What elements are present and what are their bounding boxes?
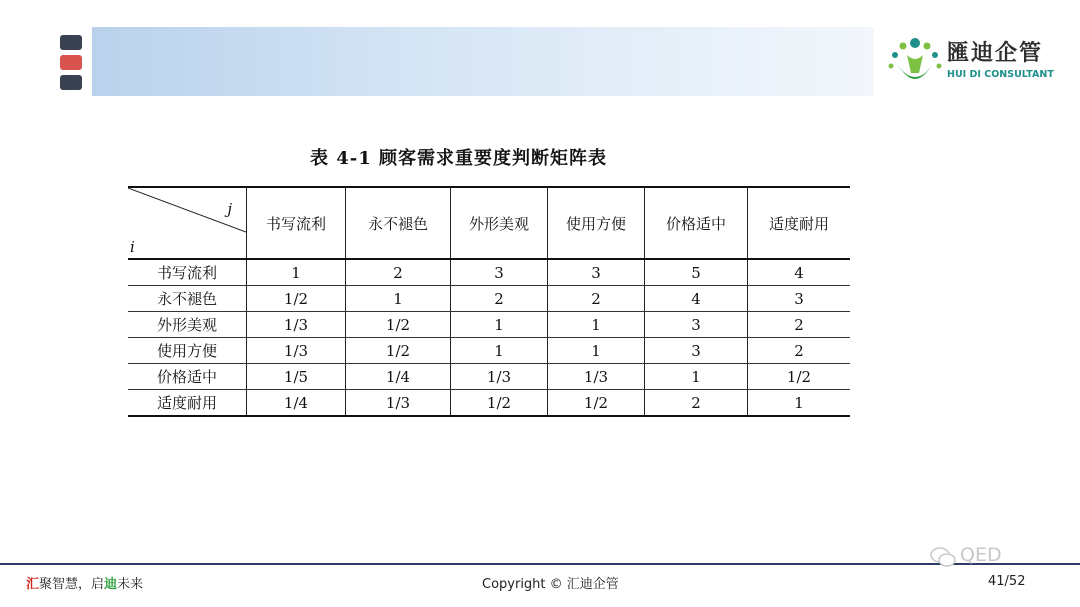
table-cell: 2 bbox=[548, 286, 645, 312]
table-cell: 3 bbox=[451, 259, 548, 286]
table-cell: 1 bbox=[451, 312, 548, 338]
judgment-matrix-table bbox=[128, 186, 850, 417]
table-row bbox=[128, 312, 850, 338]
column-header: 外形美观 bbox=[451, 187, 548, 259]
table-cell: 1/2 bbox=[451, 390, 548, 417]
table-cell: 1 bbox=[548, 338, 645, 364]
corner-label-i: i bbox=[130, 238, 135, 256]
table-cell: 3 bbox=[645, 338, 748, 364]
column-header: 使用方便 bbox=[548, 187, 645, 259]
table-cell: 1/2 bbox=[748, 364, 851, 390]
table-cell: 1/4 bbox=[247, 390, 346, 417]
table-cell: 1/3 bbox=[346, 390, 451, 417]
table-cell: 1/3 bbox=[247, 312, 346, 338]
header-banner bbox=[92, 27, 874, 96]
table-row bbox=[128, 286, 850, 312]
slogan-part-mid: 聚智慧，启 bbox=[39, 577, 105, 592]
table-cell: 1 bbox=[645, 364, 748, 390]
table-cell: 1 bbox=[346, 286, 451, 312]
table-title: 表 4-1 顾客需求重要度判断矩阵表 bbox=[310, 148, 608, 169]
row-label: 外形美观 bbox=[128, 312, 247, 338]
table-cell: 5 bbox=[645, 259, 748, 286]
column-header: 价格适中 bbox=[645, 187, 748, 259]
company-logo bbox=[885, 33, 1075, 89]
corner-label-j: j bbox=[227, 200, 232, 218]
table-cell: 1/3 bbox=[548, 364, 645, 390]
column-header: 书写流利 bbox=[247, 187, 346, 259]
table-cell: 1 bbox=[247, 259, 346, 286]
table-cell: 2 bbox=[346, 259, 451, 286]
table-cell: 4 bbox=[748, 259, 851, 286]
table-cell: 2 bbox=[748, 312, 851, 338]
table-row bbox=[128, 364, 850, 390]
column-header: 适度耐用 bbox=[748, 187, 851, 259]
table-cell: 3 bbox=[748, 286, 851, 312]
table-cell: 1/2 bbox=[346, 312, 451, 338]
logo-name-en: HUI DI CONSULTANT bbox=[947, 69, 1054, 80]
slogan-part-end: 未来 bbox=[117, 577, 144, 592]
watermark-text: QED bbox=[960, 544, 1002, 566]
row-label: 永不褪色 bbox=[128, 286, 247, 312]
table-cell: 1/3 bbox=[451, 364, 548, 390]
menu-square-top bbox=[60, 35, 82, 50]
table-cell: 1/2 bbox=[548, 390, 645, 417]
page-number: 41/52 bbox=[988, 574, 1026, 589]
footer-divider bbox=[0, 563, 1080, 565]
row-label: 价格适中 bbox=[128, 364, 247, 390]
chat-bubble-icon bbox=[930, 546, 956, 568]
row-label: 适度耐用 bbox=[128, 390, 247, 417]
footer-slogan bbox=[26, 573, 143, 592]
table-cell: 3 bbox=[548, 259, 645, 286]
table-cell: 1 bbox=[748, 390, 851, 417]
row-label: 使用方便 bbox=[128, 338, 247, 364]
menu-square-bottom bbox=[60, 75, 82, 90]
column-header: 永不褪色 bbox=[346, 187, 451, 259]
logo-name-cn: 匯迪企管 bbox=[947, 40, 1044, 66]
table-row bbox=[128, 338, 850, 364]
table-cell: 4 bbox=[645, 286, 748, 312]
table-cell: 2 bbox=[748, 338, 851, 364]
corner-cell bbox=[128, 187, 247, 259]
table-cell: 2 bbox=[451, 286, 548, 312]
table-cell: 1/2 bbox=[247, 286, 346, 312]
logo-mark-icon bbox=[885, 33, 945, 89]
table-cell: 3 bbox=[645, 312, 748, 338]
table-cell: 2 bbox=[645, 390, 748, 417]
table-cell: 1 bbox=[548, 312, 645, 338]
table-cell: 1/5 bbox=[247, 364, 346, 390]
menu-square-middle bbox=[60, 55, 82, 70]
table-cell: 1/2 bbox=[346, 338, 451, 364]
footer-copyright: Copyright © 汇迪企管 bbox=[482, 577, 619, 592]
slogan-part-di: 迪 bbox=[104, 577, 118, 592]
table-cell: 1 bbox=[451, 338, 548, 364]
table-cell: 1/3 bbox=[247, 338, 346, 364]
corner-diagonal bbox=[128, 188, 246, 258]
table-header-row bbox=[128, 187, 850, 259]
table-row bbox=[128, 390, 850, 417]
table-row bbox=[128, 259, 850, 286]
table-cell: 1/4 bbox=[346, 364, 451, 390]
row-label: 书写流利 bbox=[128, 259, 247, 286]
slogan-part-hui: 汇 bbox=[26, 577, 40, 592]
